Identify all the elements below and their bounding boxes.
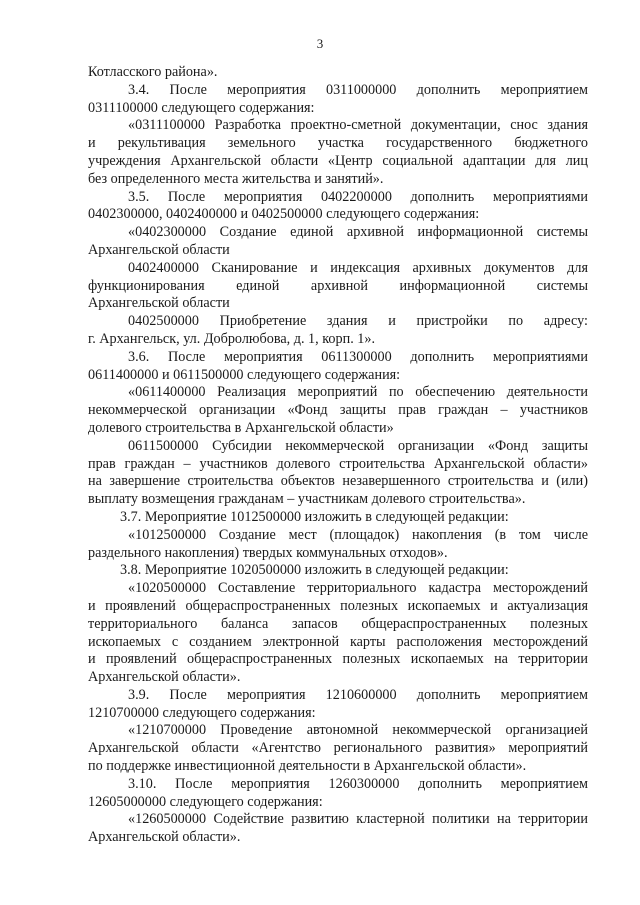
text-line: 3.8. Мероприятие 1020500000 изложить в следующей редакции: <box>120 562 509 579</box>
page-number: 3 <box>316 36 324 51</box>
text-line: 3.5. После мероприятия 0402200000 дополнить мероприятиями <box>128 188 588 205</box>
text-line: Архангельской области». <box>88 669 241 686</box>
text-line: Архангельской области <box>88 295 230 312</box>
text-line: учреждения Архангельской области «Центр социальной адаптации для лиц <box>88 152 588 169</box>
text-line: «0311100000 Разработка проектно-сметной документации, снос здания <box>128 117 588 134</box>
text-line: «1012500000 Создание мест (площадок) накопления (в том числе <box>128 526 588 543</box>
text-line: Архангельской области «Агентство регионального развития» мероприятий <box>88 740 588 757</box>
text-line: 3.4. После мероприятия 0311000000 дополнить мероприятием <box>128 81 588 98</box>
text-line: 3.7. Мероприятие 1012500000 изложить в следующей редакции: <box>120 508 509 525</box>
text-line: Архангельской области». <box>88 829 241 846</box>
text-line: «1020500000 Составление территориального кадастра месторождений <box>128 580 588 597</box>
text-line: 0611500000 Субсидии некоммерческой организации «Фонд защиты <box>128 437 588 454</box>
text-line: на завершение строительства объектов незавершенного строительства и (или) <box>88 473 588 490</box>
text-line: 0402500000 Приобретение здания и пристройки по адресу: <box>128 313 588 330</box>
text-line: 12605000000 следующего содержания: <box>88 793 323 810</box>
text-line: ископаемых с созданием электронной карты расположения месторождений <box>88 633 588 650</box>
text-line: прав граждан – участников долевого строительства Архангельской области» <box>88 455 588 472</box>
text-line: функционирования единой архивной информационной системы <box>88 277 588 294</box>
text-line: г. Архангельск, ул. Добролюбова, д. 1, корп. 1». <box>88 330 376 347</box>
text-line: «0611400000 Реализация мероприятий по обеспечению деятельности <box>128 384 588 401</box>
text-line: «1260500000 Содействие развитию кластерной политики на территории <box>128 811 588 828</box>
text-line: некоммерческой организации «Фонд защиты прав граждан – участников <box>88 402 588 419</box>
text-line: 0402300000, 0402400000 и 0402500000 следующего содержания: <box>88 206 480 223</box>
text-line: 1210700000 следующего содержания: <box>88 704 316 721</box>
text-line: 0611400000 и 0611500000 следующего содержания: <box>88 366 401 383</box>
text-line: 3.10. После мероприятия 1260300000 дополнить мероприятием <box>128 775 588 792</box>
document-body <box>88 64 588 847</box>
text-line: и рекультивация земельного участка государственного бюджетного <box>88 135 588 152</box>
text-line: 0311100000 следующего содержания: <box>88 99 315 116</box>
text-line: по поддержке инвестиционной деятельности в Архангельской области». <box>88 758 527 775</box>
text-line: без определенного места жительства и занятий». <box>88 170 384 187</box>
text-line: Котласского района». <box>88 64 218 80</box>
text-line: и проявлений общераспространенных полезных ископаемых и актуализация <box>88 597 588 614</box>
text-line: 3.9. После мероприятия 1210600000 дополнить мероприятием <box>128 686 588 703</box>
text-line: раздельного накопления) твердых коммунальных отходов». <box>88 544 448 561</box>
text-line: территориального баланса запасов общераспространенных полезных <box>88 615 588 632</box>
text-line: Архангельской области <box>88 241 230 258</box>
text-line: 3.6. После мероприятия 0611300000 дополнить мероприятиями <box>128 348 588 365</box>
text-line: «0402300000 Создание единой архивной информационной системы <box>128 224 588 241</box>
text-line: «1210700000 Проведение автономной некоммерческой организацией <box>128 722 588 739</box>
text-line: 0402400000 Сканирование и индексация архивных документов для <box>128 259 588 276</box>
text-line: долевого строительства в Архангельской области» <box>88 419 394 436</box>
text-line: выплату возмещения гражданам – участникам долевого строительства». <box>88 491 526 508</box>
text-line: и проявлений общераспространенных полезных ископаемых на территории <box>88 651 588 668</box>
